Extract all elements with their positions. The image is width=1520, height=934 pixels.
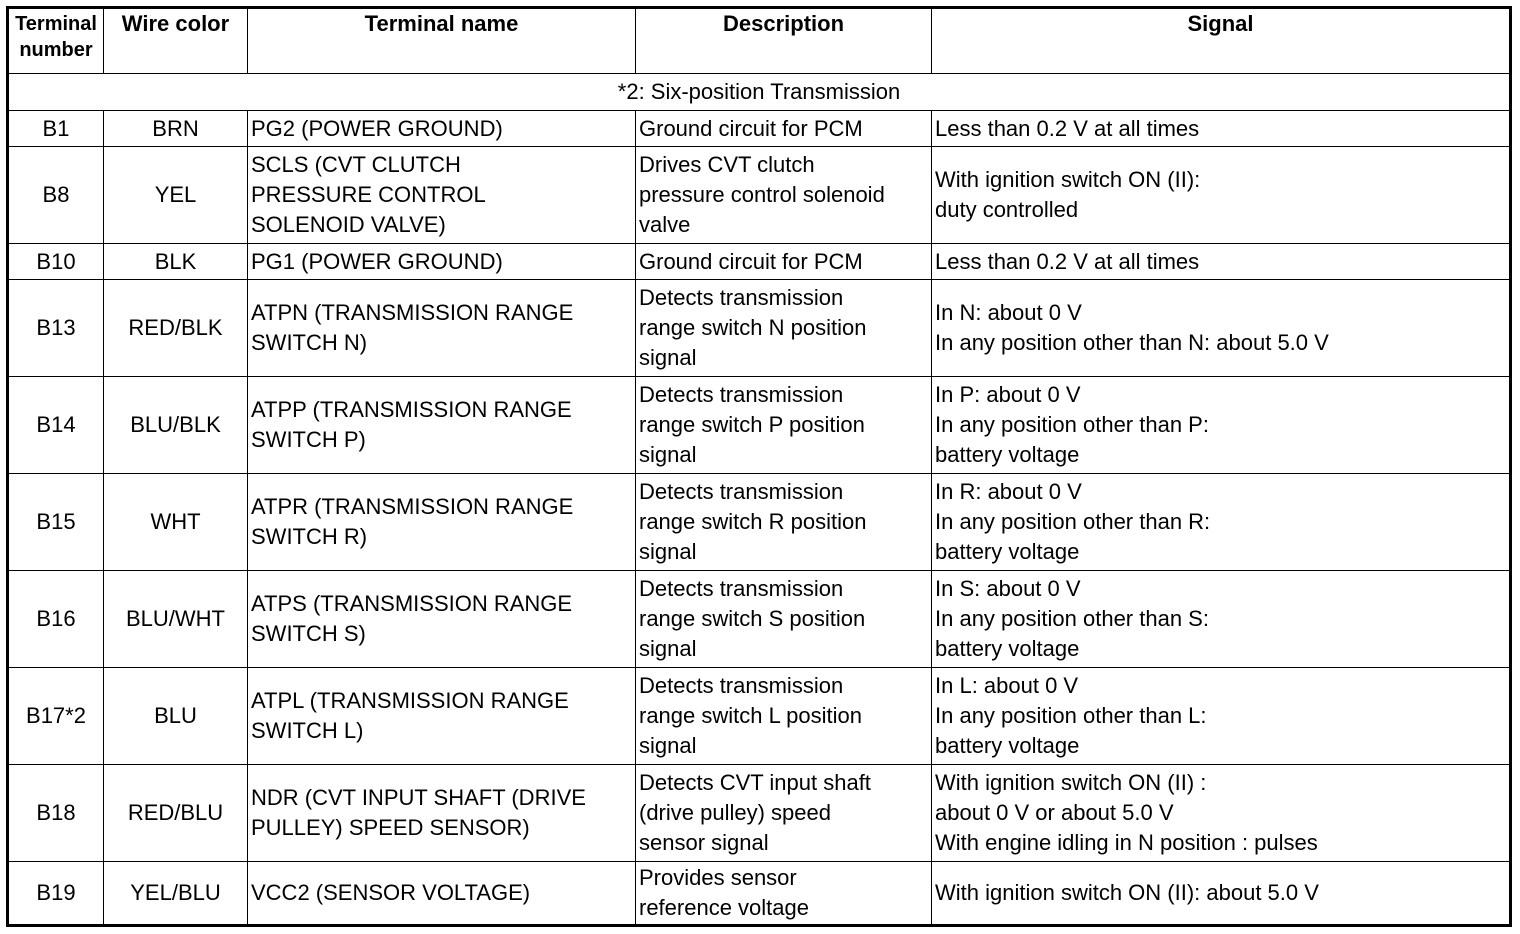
table-row — [8, 765, 1511, 862]
wire-color-cell: BLU — [104, 668, 248, 765]
description-cell: Detects CVT input shaft (drive pulley) speed sensor signal — [636, 765, 932, 862]
signal-cell: In N: about 0 V In any position other than N: about 5.0 V — [932, 280, 1511, 377]
terminal-name-cell: ATPR (TRANSMISSION RANGE SWITCH R) — [248, 474, 636, 571]
terminal-cell: B16 — [8, 571, 104, 668]
terminal-name-cell: PG1 (POWER GROUND) — [248, 244, 636, 280]
terminal-name-cell: NDR (CVT INPUT SHAFT (DRIVE PULLEY) SPEED SENSOR) — [248, 765, 636, 862]
terminal-name-cell: PG2 (POWER GROUND) — [248, 111, 636, 147]
section-row — [8, 74, 1511, 111]
terminal-cell: B13 — [8, 280, 104, 377]
terminal-cell: B10 — [8, 244, 104, 280]
table-row — [8, 668, 1511, 765]
signal-cell: Less than 0.2 V at all times — [932, 244, 1511, 280]
description-cell: Drives CVT clutch pressure control solenoid valve — [636, 147, 932, 244]
terminal-name-cell: ATPN (TRANSMISSION RANGE SWITCH N) — [248, 280, 636, 377]
table-row — [8, 474, 1511, 571]
wire-color-cell: BRN — [104, 111, 248, 147]
wire-color-cell: YEL — [104, 147, 248, 244]
table-row — [8, 147, 1511, 244]
signal-cell: In P: about 0 V In any position other than P: battery voltage — [932, 377, 1511, 474]
terminal-cell: B18 — [8, 765, 104, 862]
header-terminal-number: Terminal number — [8, 8, 104, 74]
terminal-cell: B15 — [8, 474, 104, 571]
header-terminal-name: Terminal name — [248, 8, 636, 74]
terminal-name-cell: VCC2 (SENSOR VOLTAGE) — [248, 862, 636, 926]
terminal-name-cell: ATPP (TRANSMISSION RANGE SWITCH P) — [248, 377, 636, 474]
wire-color-cell: RED/BLK — [104, 280, 248, 377]
table-row — [8, 244, 1511, 280]
description-cell: Detects transmission range switch R position signal — [636, 474, 932, 571]
header-signal: Signal — [932, 8, 1511, 74]
table-row — [8, 862, 1511, 926]
wire-color-cell: BLU/BLK — [104, 377, 248, 474]
table-header-row — [8, 8, 1511, 74]
signal-cell: With ignition switch ON (II) : about 0 V or about 5.0 V With engine idling in N position : pulses — [932, 765, 1511, 862]
signal-cell: In S: about 0 V In any position other than S: battery voltage — [932, 571, 1511, 668]
wire-color-cell: YEL/BLU — [104, 862, 248, 926]
terminal-name-cell: SCLS (CVT CLUTCH PRESSURE CONTROL SOLENOID VALVE) — [248, 147, 636, 244]
table-row — [8, 377, 1511, 474]
description-cell: Detects transmission range switch S position signal — [636, 571, 932, 668]
section-title: *2: Six-position Transmission — [8, 74, 1511, 111]
terminal-name-cell: ATPS (TRANSMISSION RANGE SWITCH S) — [248, 571, 636, 668]
terminal-cell: B19 — [8, 862, 104, 926]
header-wire-color: Wire color — [104, 8, 248, 74]
table-row — [8, 571, 1511, 668]
wire-color-cell: BLU/WHT — [104, 571, 248, 668]
terminal-cell: B8 — [8, 147, 104, 244]
table-row — [8, 111, 1511, 147]
description-cell: Ground circuit for PCM — [636, 244, 932, 280]
signal-cell: In L: about 0 V In any position other than L: battery voltage — [932, 668, 1511, 765]
signal-cell: Less than 0.2 V at all times — [932, 111, 1511, 147]
description-cell: Detects transmission range switch P position signal — [636, 377, 932, 474]
signal-cell: In R: about 0 V In any position other than R: battery voltage — [932, 474, 1511, 571]
pcm-terminal-table — [6, 6, 1512, 927]
terminal-cell: B1 — [8, 111, 104, 147]
description-cell: Detects transmission range switch N position signal — [636, 280, 932, 377]
description-cell: Detects transmission range switch L position signal — [636, 668, 932, 765]
terminal-name-cell: ATPL (TRANSMISSION RANGE SWITCH L) — [248, 668, 636, 765]
wire-color-cell: RED/BLU — [104, 765, 248, 862]
wire-color-cell: WHT — [104, 474, 248, 571]
wire-color-cell: BLK — [104, 244, 248, 280]
terminal-cell: B14 — [8, 377, 104, 474]
terminal-cell: B17*2 — [8, 668, 104, 765]
table-row — [8, 280, 1511, 377]
signal-cell: With ignition switch ON (II): duty controlled — [932, 147, 1511, 244]
signal-cell: With ignition switch ON (II): about 5.0 V — [932, 862, 1511, 926]
description-cell: Provides sensor reference voltage — [636, 862, 932, 926]
description-cell: Ground circuit for PCM — [636, 111, 932, 147]
header-description: Description — [636, 8, 932, 74]
